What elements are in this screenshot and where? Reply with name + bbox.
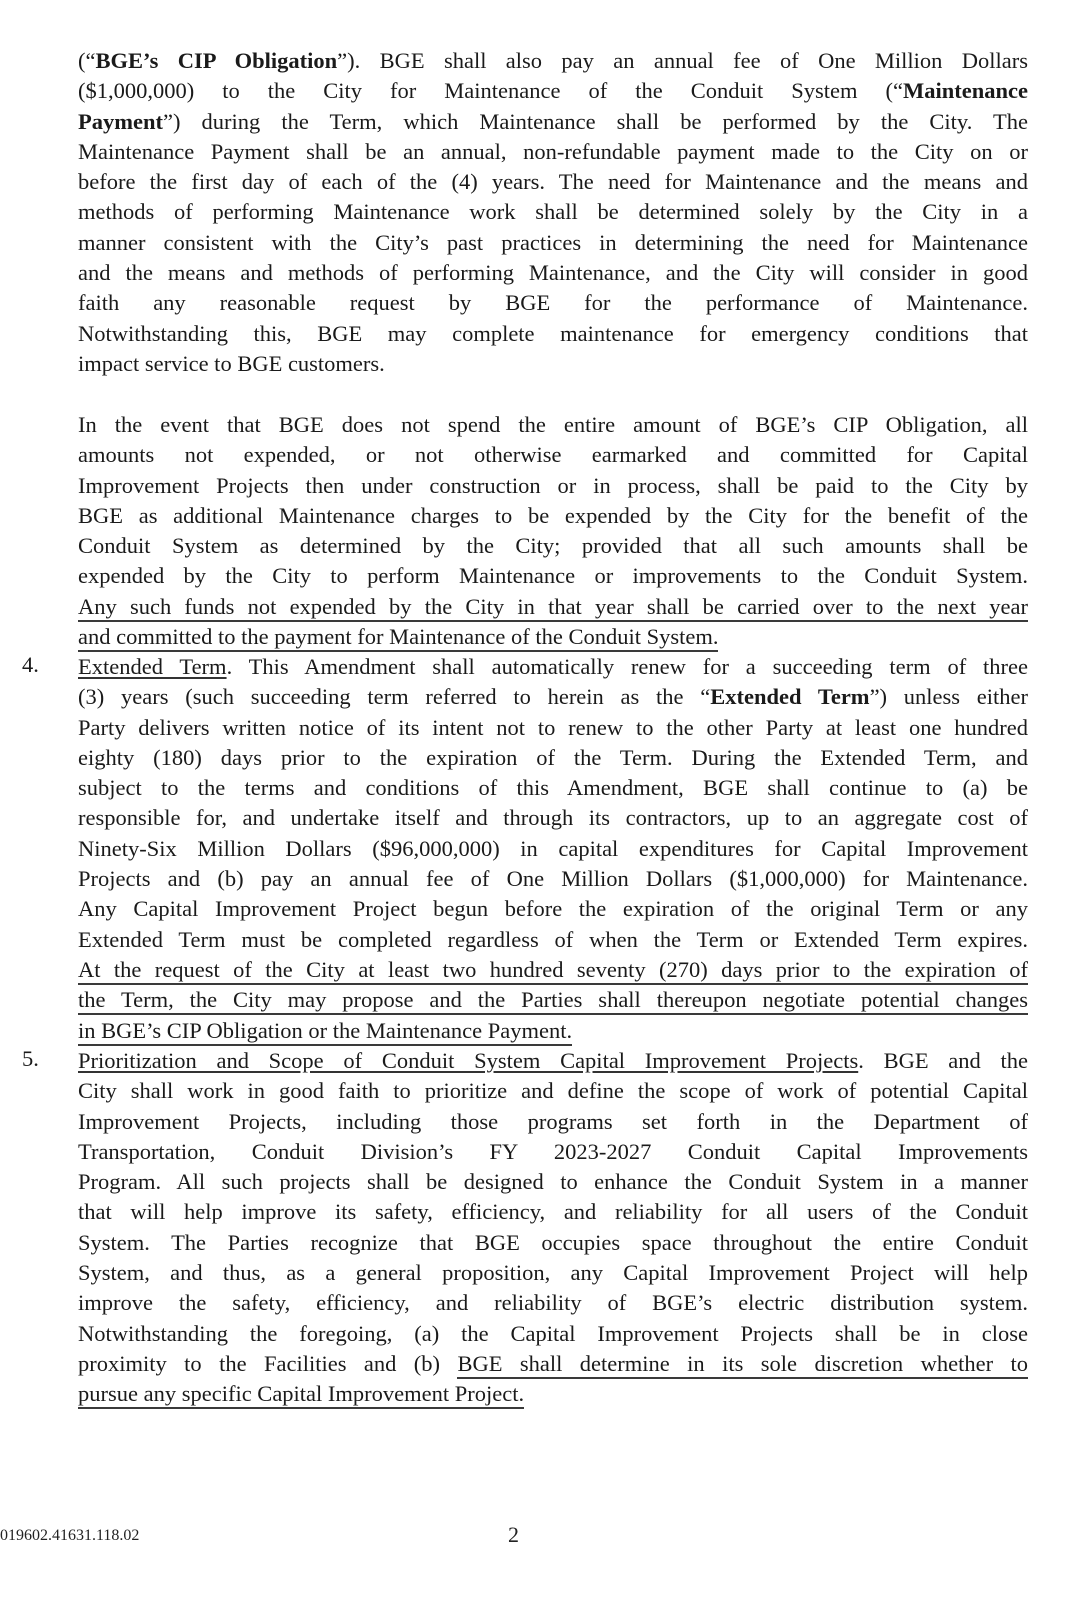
handwritten-underline: in BGE’s CIP Obligation or the Maintenance Payment. (78, 1018, 572, 1046)
document-id: 019602.41631.118.02 (0, 1527, 140, 1544)
handwritten-underline: Any such funds not expended by the City in that year shall be carried over to the next year (78, 594, 1028, 622)
page-number: 2 (508, 1522, 519, 1547)
section-number-5: 5. (22, 1046, 39, 1071)
section-prioritization-scope: Prioritization and Scope of Conduit System Capital Improvement Projects. BGE and the City shall work in good faith to prioritize and define the scope of work of potential Capital Improvement Projects, including those programs set forth in the Department of Transportation, Conduit Division’s FY 2023-2027 Conduit Capital Improvements Program. All such projects shall be designed to enhance the Conduit System in a manner that will help improve its safety, efficiency, and reliability for all users of the Conduit System. The Parties recognize that BGE occupies space throughout the entire Conduit System, and thus, as a general proposition, any Capital Improvement Project will help improve the safety, efficiency, and reliability of BGE’s electric distribution system. Notwithstanding the foregoing, (a) the Capital Improvement Projects shall be in close proximity to the Facilities and (b) BGE shall determine in its sole discretion whether to pursue any specific Capital Improvement Project. (78, 1046, 1028, 1410)
handwritten-underline: At the request of the City at least two hundred seventy (270) days prior to the expiration of (78, 957, 1028, 985)
handwritten-underline: and committed to the payment for Maintenance of the Conduit System. (78, 624, 718, 652)
handwritten-underline: BGE shall determine in its sole discretion whether to (457, 1351, 1028, 1379)
section-extended-term: Extended Term. This Amendment shall automatically renew for a succeeding term of three (3) years (such succeeding term referred to herein as the “Extended Term”) unless either Party delivers written notice of its intent not to renew to the other Party at least one hundred eighty (180) days prior to the expiration of the Term. During the Extended Term, and subject to the terms and conditions of this Amendment, BGE shall continue to (a) be responsible for, and undertake itself and through its contractors, up to an aggregate cost of Ninety-Six Million Dollars ($96,000,000) in capital expenditures for Capital Improvement Projects and (b) pay an annual fee of One Million Dollars ($1,000,000) for Maintenance. Any Capital Improvement Project begun before the expiration of the original Term or any Extended Term must be completed regardless of when the Term or Extended Term expires. At the request of the City at least two hundred seventy (270) days prior to the expiration of the Term, the City may propose and the Parties shall thereupon negotiate potential changes in BGE’s CIP Obligation or the Maintenance Payment. (78, 652, 1028, 1046)
paragraph-unspent-obligation: In the event that BGE does not spend the entire amount of BGE’s CIP Obligation, all amounts not expended, or not otherwise earmarked and committed for Capital Improvement Projects then under construction or in process, shall be paid to the City by BGE as additional Maintenance charges to be expended by the City for the benefit of the Conduit System as determined by the City; provided that all such amounts shall be expended by the City to perform Maintenance or improvements to the Conduit System. Any such funds not expended by the City in that year shall be carried over to the next year and committed to the payment for Maintenance of the Conduit System. (78, 410, 1028, 652)
paragraph-maintenance-payment: (“BGE’s CIP Obligation”). BGE shall also pay an annual fee of One Million Dollars ($1,000,000) to the City for Maintenance of the Conduit System (“Maintenance Payment”) during the Term, which Maintenance shall be performed by the City. The Maintenance Payment shall be an annual, non-refundable payment made to the City on or before the first day of each of the (4) years. The need for Maintenance and the means and methods of performing Maintenance work shall be determined solely by the City in a manner consistent with the City’s past practices in determining the need for Maintenance and the means and methods of performing Maintenance, and the City will consider in good faith any reasonable request by BGE for the performance of Maintenance. Notwithstanding this, BGE may complete maintenance for emergency conditions that impact service to BGE customers. (78, 48, 1028, 376)
handwritten-underline: pursue any specific Capital Improvement Project. (78, 1381, 524, 1409)
section-heading: Extended Term (78, 654, 227, 679)
section-heading: Prioritization and Scope of Conduit System Capital Improvement Projects (78, 1048, 859, 1073)
section-number-4: 4. (22, 652, 39, 677)
handwritten-underline: the Term, the City may propose and the Parties shall thereupon negotiate potential changes (78, 987, 1028, 1015)
